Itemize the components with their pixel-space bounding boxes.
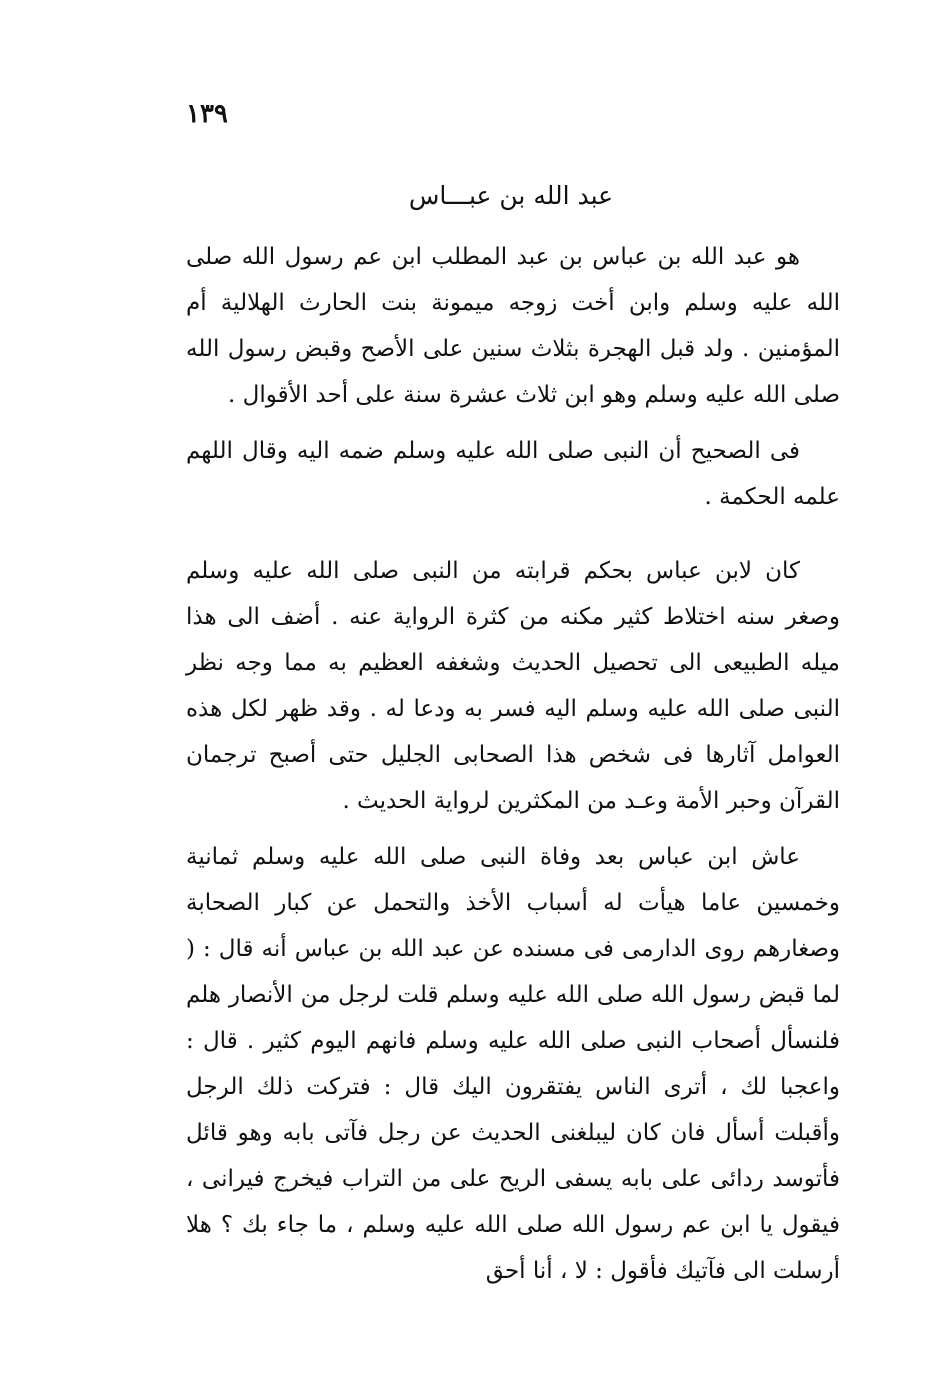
paragraph-narration: كان لابن عباس بحكم قرابته من النبى صلى الله عليه وسلم وصغر سنه اختلاط كثير مكنه من كثرة الرواية عنه . أضف الى هذا ميله الطبيعى الى تحصيل الحديث وشغفه العظيم به مما وجه نظر النبى صلى الله عليه وسلم اليه فسر به ودعا له . وقد ظهر لكل هذه العوامل آثارها فى شخص هذا الصحابى الجليل حتى أصبح ترجمان القرآن وحبر الأمة وعـد من المكثرين لرواية الحديث . [186,558,840,814]
body-text [186,234,840,1294]
paragraph-learning: عاش ابن عباس بعد وفاة النبى صلى الله عليه وسلم ثمانية وخمسين عاما هيأت له أسباب الأخذ والتحمل عن كبار الصحابة وصغارهم روى الدارمى فى مسنده عن عبد الله بن عباس أنه قال : ( لما قبض رسول الله صلى الله عليه وسلم قلت لرجل من الأنصار هلم فلنسأل أصحاب النبى صلى الله عليه وسلم فانهم اليوم كثير . قال : واعجبا لك ، أترى الناس يفتقرون اليك قال : فتركت ذلك الرجل وأقبلت أسأل فان كان ليبلغنى الحديث عن رجل فآتى بابه وهو قائل فأتوسد ردائى على بابه يسفى الريح على من التراب فيخرج فيرانى ، فيقول يا ابن عم رسول الله صلى الله عليه وسلم ، ما جاء بك ؟ هلا أرسلت الى فآتيك فأقول : لا ، أنا أحق [186,844,840,1284]
paragraph-hadith-wisdom: فى الصحيح أن النبى صلى الله عليه وسلم ضمه اليه وقال اللهم علمه الحكمة . [186,438,840,510]
chapter-title: عبد الله بن عبـــاس [408,181,614,210]
paragraph-biography: هو عبد الله بن عباس بن عبد المطلب ابن عم رسول الله صلى الله عليه وسلم وابن أخت زوجه ميمونة بنت الحارث الهلالية أم المؤمنين . ولد قبل الهجرة بثلاث سنين على الأصح وقبض رسول الله صلى الله عليه وسلم وهو ابن ثلاث عشرة سنة على أحد الأقوال . [186,244,840,408]
page-number: ١٣٩ [186,99,228,129]
